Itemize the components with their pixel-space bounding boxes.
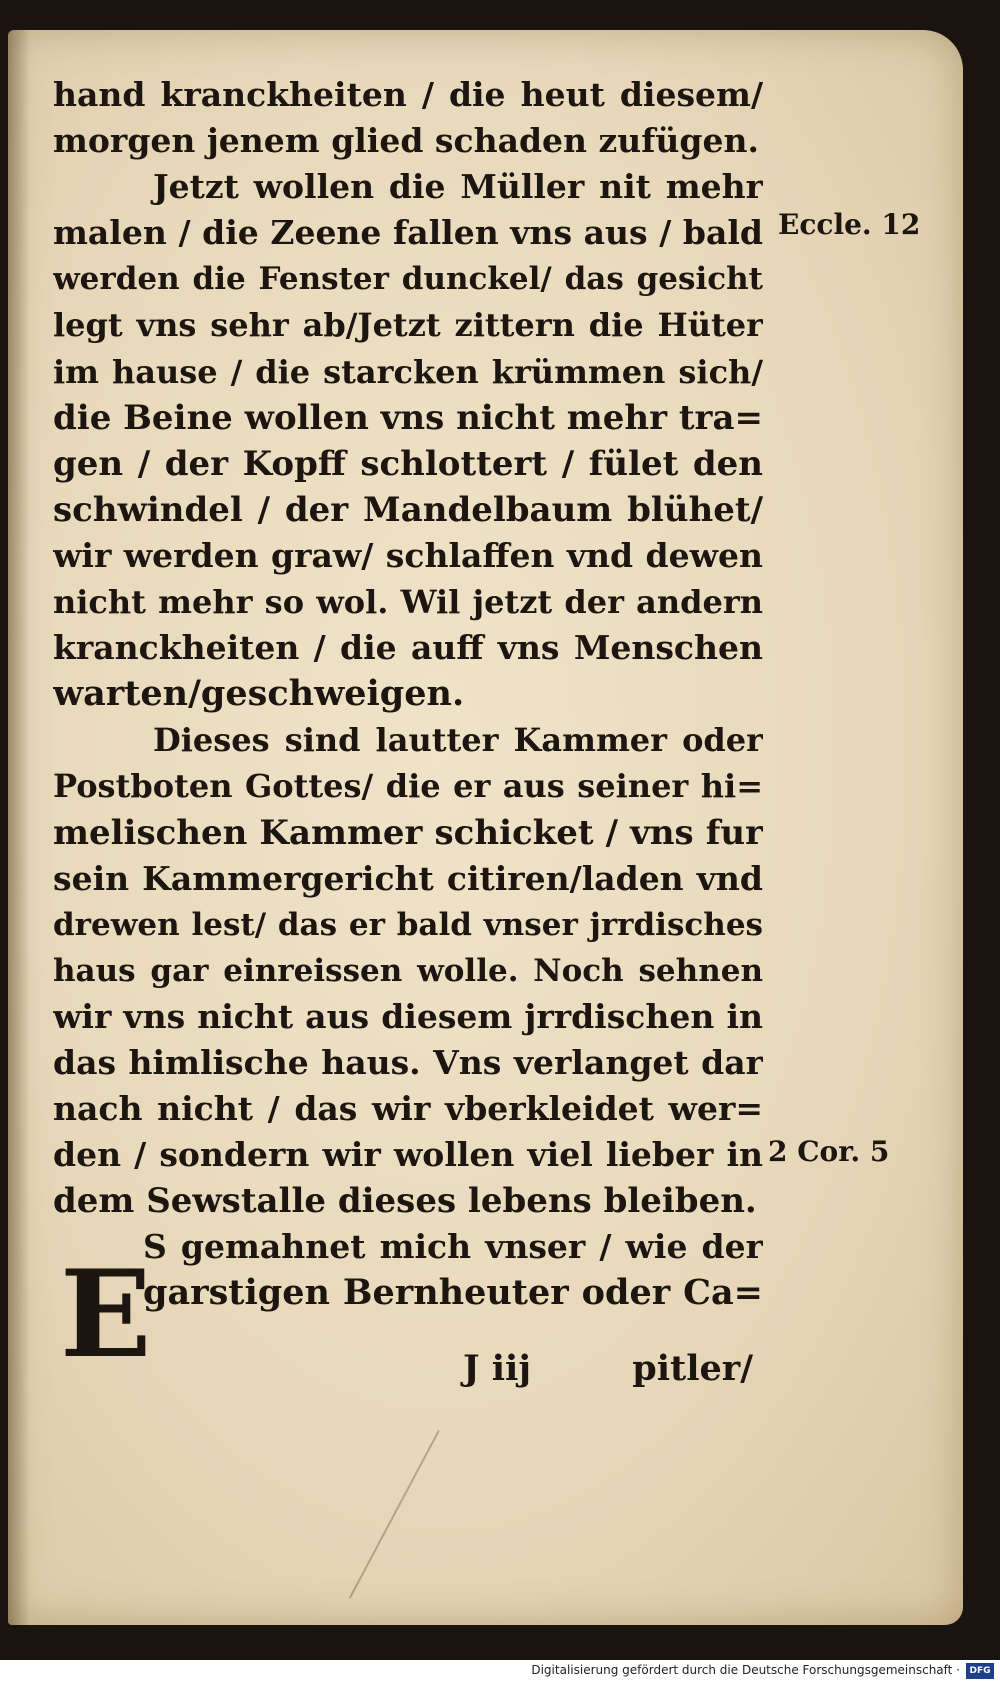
paper-crease xyxy=(349,1430,440,1599)
text-line: drewen lest/ das er bald vnser jrrdisches xyxy=(53,906,763,943)
text-line: gen / der Kopff schlottert / fület den xyxy=(53,443,763,484)
text-line: legt vns sehr ab/Jetzt zittern die Hüter xyxy=(53,306,763,345)
text-line: morgen jenem glied schaden zufügen. xyxy=(53,121,759,161)
text-line: hand kranckheiten / die heut diesem/ xyxy=(53,75,763,114)
drop-cap-initial: E xyxy=(60,1244,152,1385)
text-line: nach nicht / das wir vberkleidet wer= xyxy=(53,1089,763,1129)
text-line: schwindel / der Mandelbaum blühet/ xyxy=(53,489,763,530)
text-line: warten/geschweigen. xyxy=(53,673,465,715)
text-line: die Beine wollen vns nicht mehr tra= xyxy=(53,397,763,438)
page-fold-shadow xyxy=(8,30,30,1625)
margin-note-eccle: Eccle. 12 xyxy=(778,208,921,241)
text-line: kranckheiten / die auff vns Menschen xyxy=(53,628,763,668)
text-line: haus gar einreissen wolle. Noch sehnen xyxy=(53,952,763,989)
text-line: sein Kammergericht citiren/laden vnd xyxy=(53,858,763,898)
text-line: wir werden graw/ schlaffen vnd dewen xyxy=(53,535,763,575)
funding-credit: Digitalisierung gefördert durch die Deutsche Forschungsgemeinschaft · xyxy=(531,1663,960,1677)
text-line: das himlische haus. Vns verlanget dar xyxy=(53,1042,763,1082)
margin-note-cor: 2 Cor. 5 xyxy=(768,1135,890,1168)
text-line: malen / die Zeene fallen vns aus / bald xyxy=(53,213,763,253)
text-line: melischen Kammer schicket / vns fur xyxy=(53,812,763,853)
footer-bar xyxy=(0,1660,1000,1684)
catchword: pitler/ xyxy=(632,1348,753,1389)
book-page xyxy=(8,30,963,1625)
text-line: Dieses sind lautter Kammer oder xyxy=(153,721,763,760)
text-line: garstigen Bernheuter oder Ca= xyxy=(143,1272,763,1314)
text-line: werden die Fenster dunckel/ das gesicht xyxy=(53,261,763,298)
text-line: nicht mehr so wol. Wil jetzt der andern xyxy=(53,583,763,622)
dfg-logo-icon: DFG xyxy=(966,1663,994,1679)
page-body-text xyxy=(53,72,763,1317)
text-line: im hause / die starcken krümmen sich/ xyxy=(53,352,763,391)
text-line: den / sondern wir wollen viel lieber in xyxy=(53,1135,763,1175)
text-line: Postboten Gottes/ die er aus seiner hi= xyxy=(53,767,763,806)
signature-mark: J iij xyxy=(463,1348,532,1389)
text-line: dem Sewstalle dieses lebens bleiben. xyxy=(53,1181,757,1222)
text-line: Jetzt wollen die Müller nit mehr xyxy=(153,167,763,207)
text-line: S gemahnet mich vnser / wie der xyxy=(143,1227,763,1267)
text-line: wir vns nicht aus diesem jrrdischen in xyxy=(53,996,763,1036)
page-foot-line xyxy=(53,1348,763,1394)
